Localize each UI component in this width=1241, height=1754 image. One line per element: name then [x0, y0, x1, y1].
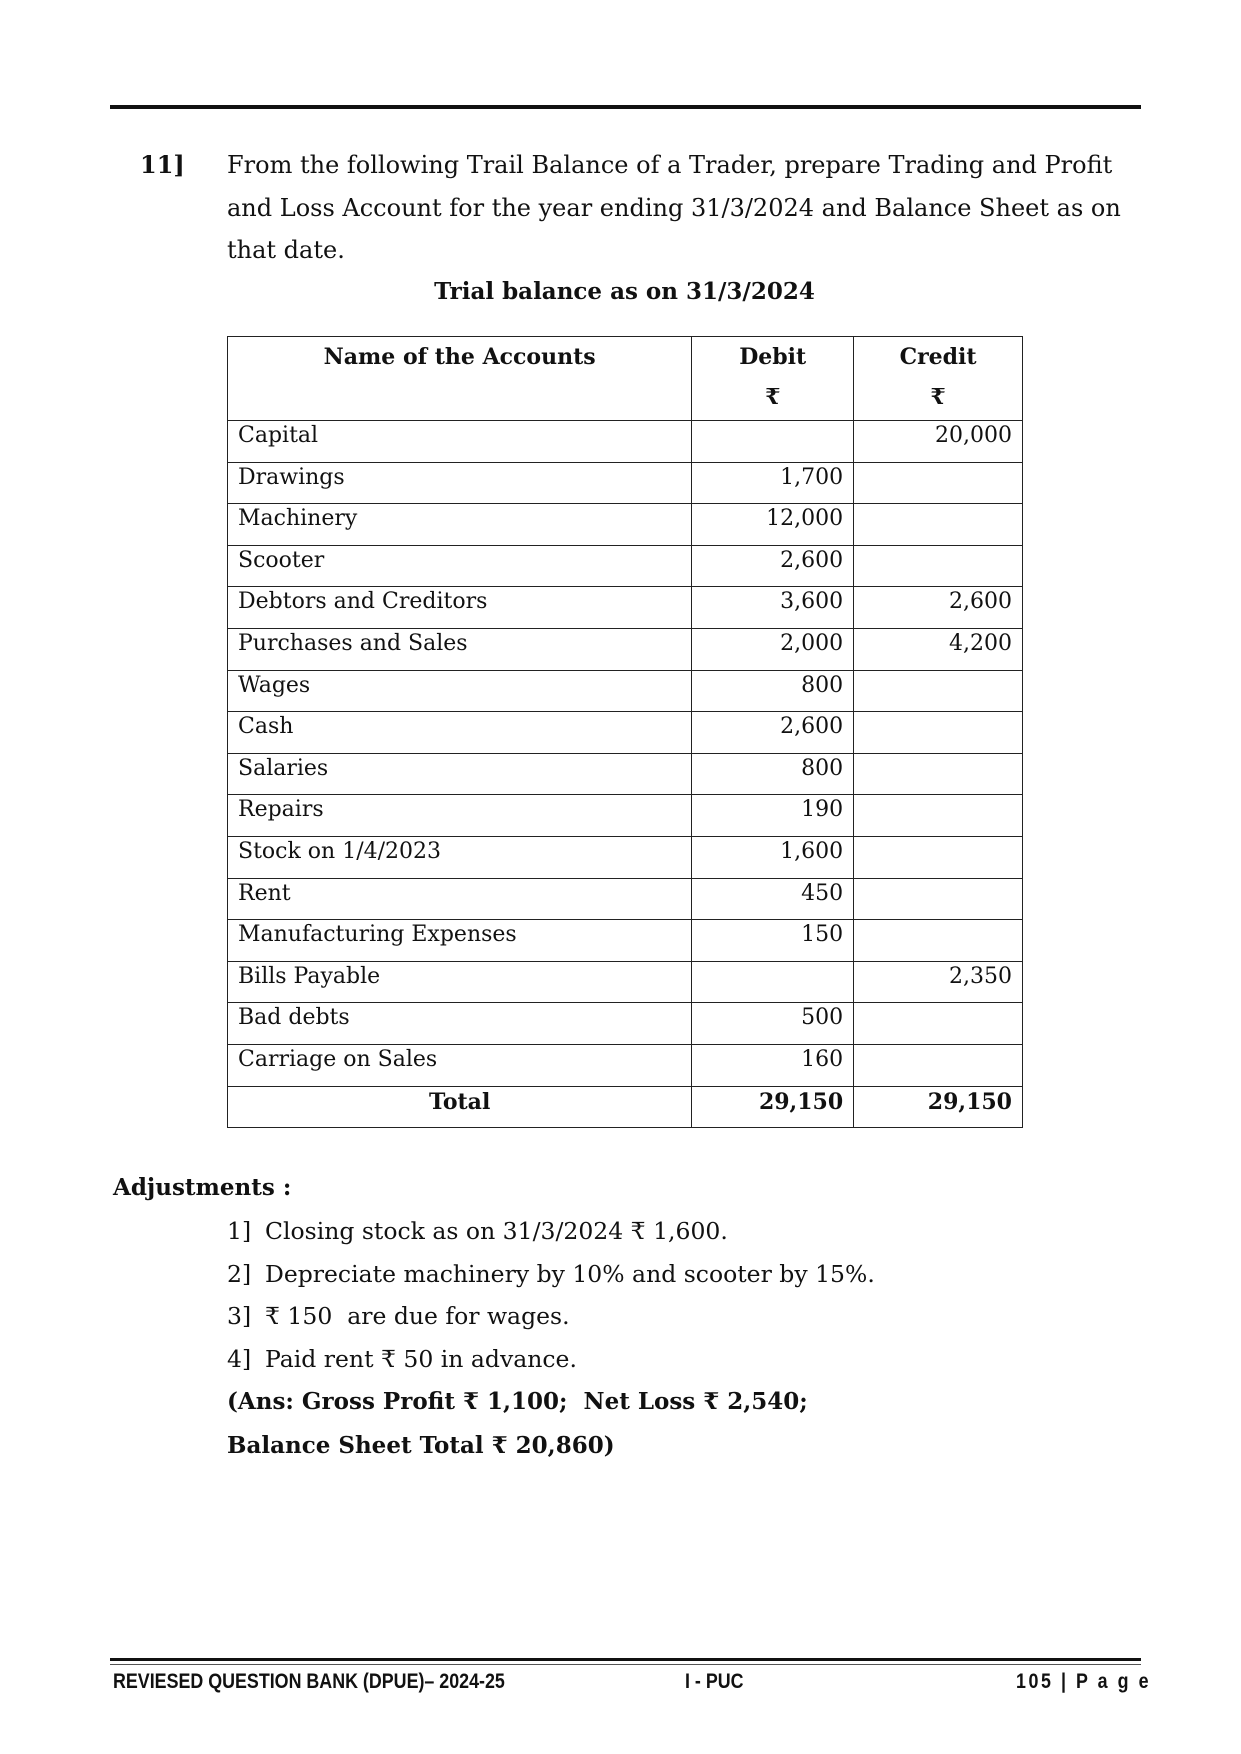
- header-credit: Credit ₹: [854, 337, 1023, 421]
- table-row: Stock on 1/4/2023 1,600: [228, 836, 1023, 878]
- table-row: Repairs 190: [228, 795, 1023, 837]
- table-row: Cash 2,600: [228, 712, 1023, 754]
- header-debit: Debit ₹: [692, 337, 854, 421]
- table-row: Debtors and Creditors 3,600 2,600: [228, 587, 1023, 629]
- total-row: [228, 1086, 1023, 1128]
- table-row: Bad debts 500: [228, 1003, 1023, 1045]
- table-row: Wages 800: [228, 670, 1023, 712]
- list-item: 4] Paid rent ₹ 50 in advance.: [227, 1344, 577, 1373]
- table-row: Manufacturing Expenses 150: [228, 920, 1023, 962]
- list-item: 3] ₹ 150 are due for wages.: [227, 1302, 570, 1330]
- table-row: Capital 20,000: [228, 421, 1023, 463]
- total-label: Total: [228, 1086, 692, 1128]
- answer-block: [227, 1380, 808, 1468]
- adjustments-list: [227, 1210, 875, 1380]
- table-row: Purchases and Sales 2,000 4,200: [228, 628, 1023, 670]
- header-rule: [110, 105, 1141, 109]
- answer-line-2: Balance Sheet Total ₹ 20,860): [227, 1432, 615, 1459]
- footer-center-text: I - PUC: [685, 1670, 744, 1693]
- footer-rule-thin: [110, 1664, 1141, 1665]
- table-row: Drawings 1,700: [228, 462, 1023, 504]
- table-row: Rent 450: [228, 878, 1023, 920]
- table-row: Scooter 2,600: [228, 545, 1023, 587]
- answer-line-1: (Ans: Gross Profit ₹ 1,100; Net Loss ₹ 2,540;: [227, 1388, 808, 1415]
- total-credit: 29,150: [854, 1086, 1023, 1128]
- table-row: Salaries 800: [228, 753, 1023, 795]
- question-number: 11]: [140, 150, 185, 179]
- table-row: Carriage on Sales 160: [228, 1044, 1023, 1086]
- total-debit: 29,150: [692, 1086, 854, 1128]
- rupee-symbol: ₹: [765, 384, 781, 410]
- footer-rule: [110, 1658, 1141, 1661]
- table-header-row: [228, 337, 1023, 421]
- list-item: 2] Depreciate machinery by 10% and scooter by 15%.: [227, 1259, 875, 1288]
- page-number: 105 | P a g e: [1016, 1670, 1152, 1693]
- rupee-symbol: ₹: [930, 384, 946, 410]
- table-row: Bills Payable 2,350: [228, 961, 1023, 1003]
- table-row: Machinery 12,000: [228, 504, 1023, 546]
- header-name: Name of the Accounts: [228, 337, 692, 421]
- footer-left-text: REVIESED QUESTION BANK (DPUE)– 2024-25: [113, 1670, 505, 1693]
- trial-balance-title: Trial balance as on 31/3/2024: [434, 278, 815, 305]
- adjustments-title: Adjustments :: [113, 1174, 292, 1201]
- trial-balance-table: [227, 336, 1023, 1128]
- question-text: From the following Trail Balance of a Trader, prepare Trading and Profit and Loss Account for the year ending 31/3/2024 and Balance Sheet as on that date.: [227, 151, 1121, 264]
- list-item: 1] Closing stock as on 31/3/2024 ₹ 1,600.: [227, 1217, 728, 1245]
